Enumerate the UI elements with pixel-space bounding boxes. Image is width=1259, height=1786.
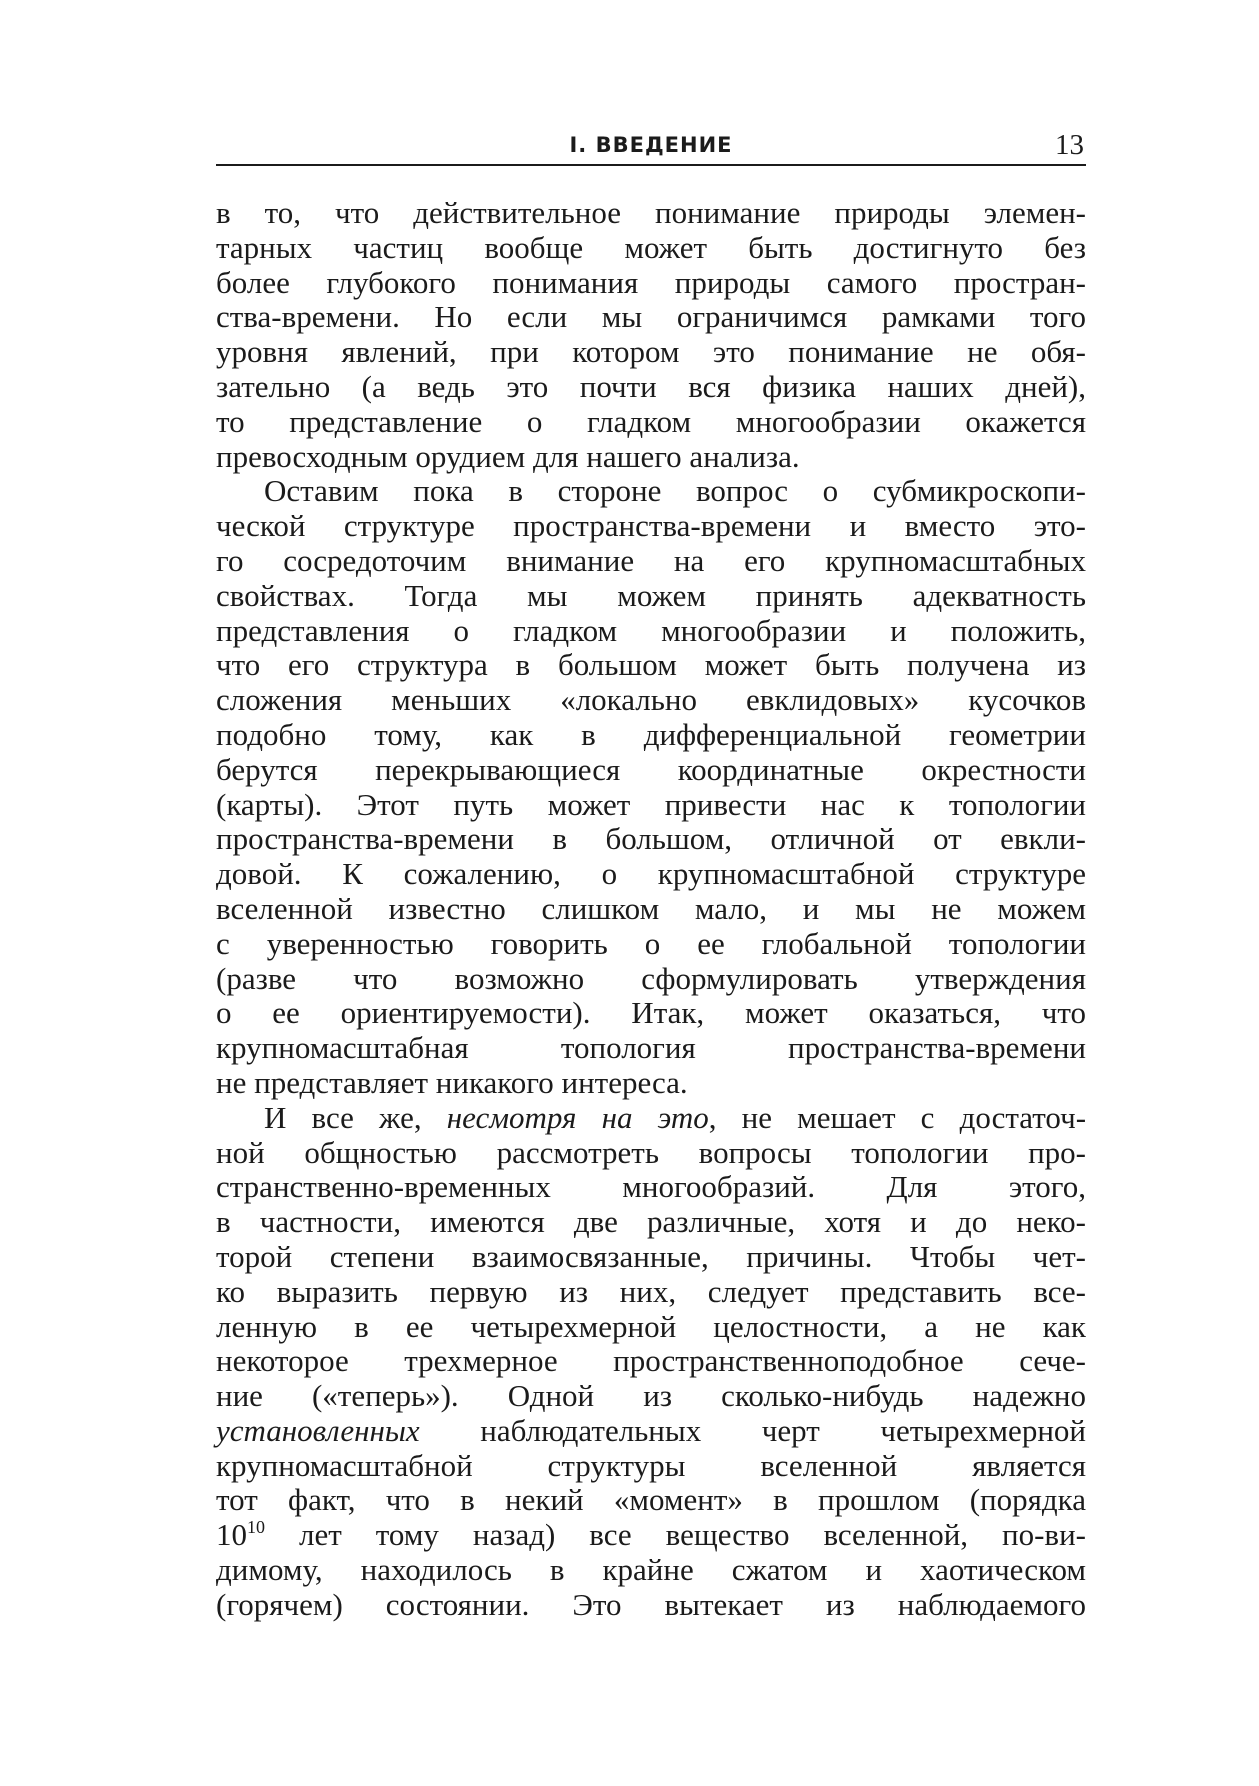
italic-emphasis: установленных bbox=[216, 1412, 420, 1448]
chapter-title: I. ВВЕДЕНИЕ bbox=[569, 133, 733, 157]
text-line: тот факт, что в некий «момент» в прошлом (порядка bbox=[216, 1482, 1086, 1518]
text-run: лет тому назад) все вещество вселенной, по-ви- bbox=[265, 1517, 1086, 1553]
text-line: ческой структуре пространства-времени и вместо это- bbox=[216, 508, 1086, 544]
text-line bbox=[216, 1101, 1086, 1136]
text-line: свойствах. Тогда мы можем принять адекватность bbox=[216, 577, 1086, 613]
text-line: ства-времени. Но если мы ограничимся рамками того bbox=[216, 299, 1086, 335]
text-line: (разве что возможно сформулировать утверждения bbox=[216, 960, 1086, 996]
text-line: подобно тому, как в дифференциальной геометрии bbox=[216, 716, 1086, 752]
text-line: не представляет никакого интереса. bbox=[216, 1064, 688, 1100]
body-text bbox=[216, 196, 1086, 1623]
text-line: тарных частиц вообще может быть достигнуто без bbox=[216, 229, 1086, 265]
text-run: , не мешает с достаточ- bbox=[708, 1099, 1087, 1135]
text-line: превосходным орудием для нашего анализа. bbox=[216, 438, 800, 474]
text-line: вселенной известно слишком мало, и мы не можем bbox=[216, 890, 1086, 926]
text-line: димому, находилось в крайне сжатом и хаотическом bbox=[216, 1552, 1086, 1588]
text-line: зательно (а ведь это почти вся физика наших дней), bbox=[216, 368, 1086, 404]
text-line: некоторое трехмерное пространственноподобное сече- bbox=[216, 1343, 1086, 1379]
text-line: в то, что действительное понимание природы элемен- bbox=[216, 195, 1086, 230]
text-line: представления о гладком многообразии и положить, bbox=[216, 612, 1086, 648]
text-line: го сосредоточим внимание на его крупномасштабных bbox=[216, 542, 1086, 578]
text-line: ленную в ее четырехмерной целостности, а не как bbox=[216, 1308, 1086, 1344]
page-number: 13 bbox=[1055, 129, 1084, 161]
text-line bbox=[216, 1518, 1086, 1553]
text-line: довой. К сожалению, о крупномасштабной структуре bbox=[216, 856, 1086, 892]
text-line: пространства-времени в большом, отличной от евкли- bbox=[216, 821, 1086, 857]
text-line: ной общностью рассмотреть вопросы топологии про- bbox=[216, 1134, 1086, 1170]
text-line: Оставим пока в стороне вопрос о субмикроскопи- bbox=[264, 473, 1086, 509]
italic-emphasis: несмотря на это bbox=[446, 1099, 709, 1135]
paragraph-2 bbox=[216, 474, 1086, 1100]
power-exponent: 10 bbox=[247, 1517, 265, 1538]
text-line: ние («теперь»). Одной из сколько-нибудь надежно bbox=[216, 1378, 1086, 1414]
text-line bbox=[216, 1414, 1086, 1449]
text-line: (горячем) состоянии. Это вытекает из наблюдаемого bbox=[216, 1586, 1086, 1622]
text-line: сложения меньших «локально евклидовых» кусочков bbox=[216, 682, 1086, 718]
header-rule bbox=[216, 164, 1086, 166]
text-line: странственно-временных многообразий. Для этого, bbox=[216, 1169, 1086, 1205]
paragraph-1 bbox=[216, 196, 1086, 474]
text-line: более глубокого понимания природы самого простран- bbox=[216, 264, 1086, 300]
text-line: ко выразить первую из них, следует представить все- bbox=[216, 1273, 1086, 1309]
running-head bbox=[216, 130, 1086, 164]
text-line: (карты). Этот путь может привести нас к топологии bbox=[216, 786, 1086, 822]
text-run: И все же, bbox=[264, 1099, 447, 1135]
text-line: крупномасштабная топология пространства-времени bbox=[216, 1030, 1086, 1066]
text-line: уровня явлений, при котором это понимание не обя- bbox=[216, 334, 1086, 370]
text-run: наблюдательных черт четырехмерной bbox=[419, 1412, 1086, 1448]
text-line: о ее ориентируемости). Итак, может оказаться, что bbox=[216, 995, 1086, 1031]
text-line: торой степени взаимосвязанные, причины. Чтобы чет- bbox=[216, 1238, 1086, 1274]
text-line: крупномасштабной структуры вселенной является bbox=[216, 1447, 1086, 1483]
text-line: с уверенностью говорить о ее глобальной топологии bbox=[216, 925, 1086, 961]
text-line: что его структура в большом может быть получена из bbox=[216, 647, 1086, 683]
text-line: берутся перекрывающиеся координатные окрестности bbox=[216, 751, 1086, 787]
power-base: 10 bbox=[216, 1517, 247, 1553]
text-line: то представление о гладком многообразии окажется bbox=[216, 403, 1086, 439]
paragraph-3 bbox=[216, 1101, 1086, 1623]
text-line: в частности, имеются две различные, хотя и до неко- bbox=[216, 1204, 1086, 1240]
